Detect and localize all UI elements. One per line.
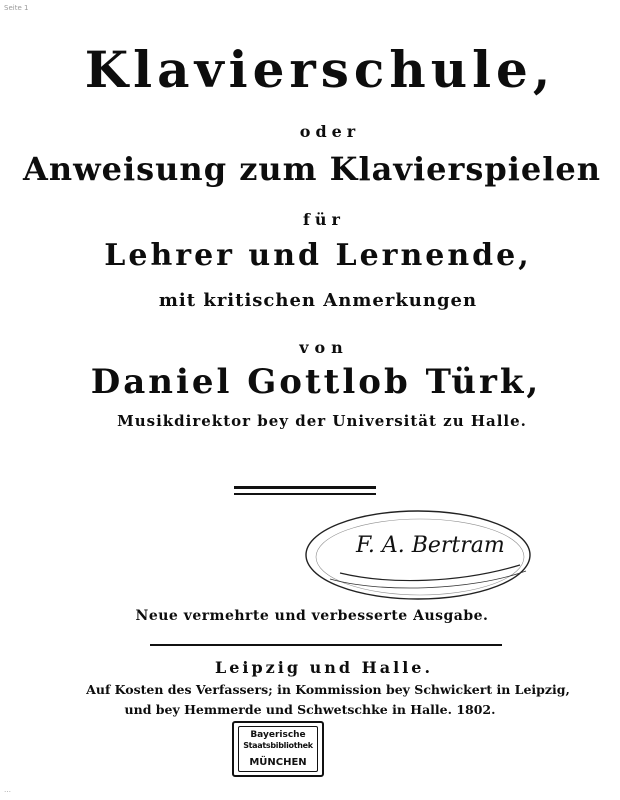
stamp-line-3: MÜNCHEN (249, 757, 307, 768)
oder-connector: oder (299, 122, 361, 141)
author-name: Daniel Gottlob Türk, (90, 362, 542, 402)
stamp-line-2: Staatsbibliothek (243, 741, 313, 750)
edition-line: Neue vermehrte und verbesserte Ausgabe. (135, 608, 489, 624)
top-left-mark: Seite 1 (4, 4, 29, 12)
double-rule-top (234, 486, 376, 489)
long-rule (150, 644, 502, 646)
book-subtitle: Anweisung zum Klavierspielen (22, 150, 601, 188)
stamp-line-1: Bayerische (250, 730, 306, 740)
bottom-left-mark: … (4, 786, 11, 794)
publisher-line-1: Auf Kosten des Verfassers; in Kommission bey Schwickert in Leipzig, (86, 682, 570, 697)
svg-text:F. A. Bertram: F. A. Bertram (356, 533, 505, 558)
publisher-line-2: und bey Hemmerde und Schwetschke in Halle. 1802. (124, 702, 496, 717)
fuer-connector: für (303, 210, 345, 229)
audience-line: Lehrer und Lernende, (104, 238, 532, 273)
annotations-line: mit kritischen Anmerkungen (158, 290, 478, 311)
library-stamp (232, 721, 324, 777)
double-rule-bottom (234, 493, 376, 495)
book-title: Klavierschule, (84, 40, 556, 99)
ownership-signature (300, 505, 540, 605)
publication-place: Leipzig und Halle. (214, 658, 434, 677)
von-connector: von (299, 338, 349, 357)
author-role: Musikdirektor bey der Universität zu Halle. (117, 412, 527, 430)
